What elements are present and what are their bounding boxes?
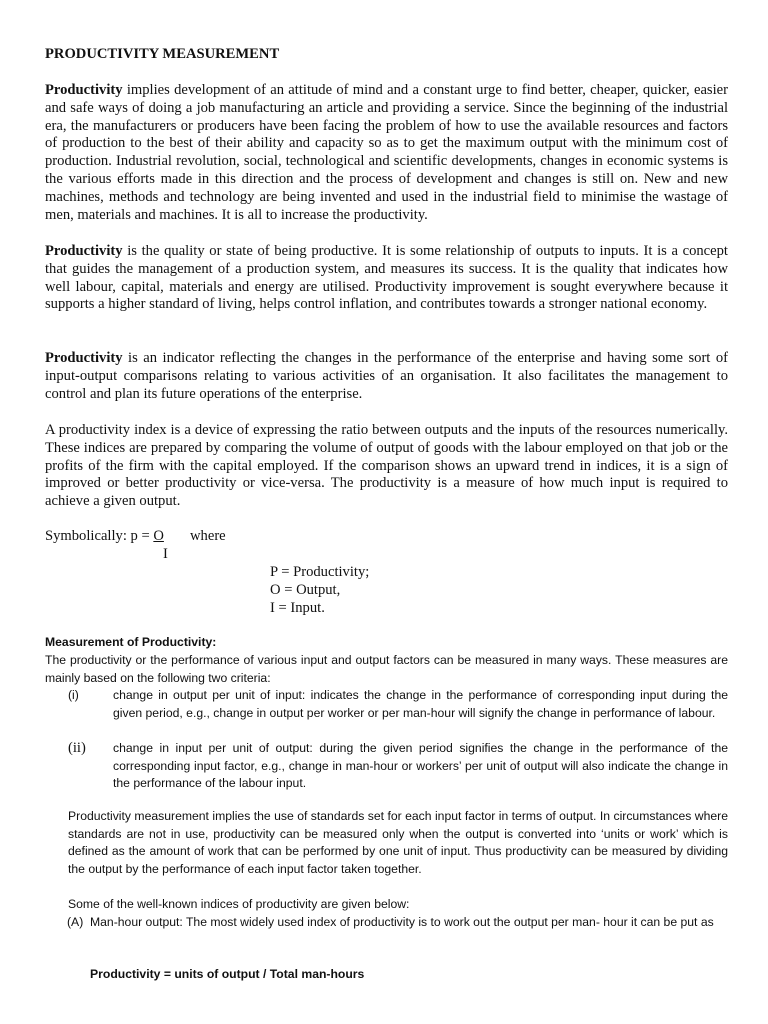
index-item-a-text: Man-hour output: The most widely used index of productivity is to work out the output per man- hour it can be put as xyxy=(90,915,714,929)
criterion-1-number: (i) xyxy=(68,688,79,702)
symbolic-denominator: I xyxy=(163,546,168,562)
paragraph-3-lead: Productivity xyxy=(45,350,123,366)
paragraph-3 xyxy=(45,350,728,403)
criterion-2-number: (ii) xyxy=(68,740,86,756)
paragraph-3-text: is an indicator reflecting the changes in the performance of the enterprise and having some sort of input-output comparisons relating to various activities of an organisation. It also facilitates the management to control and plan its future operations of the enterprise. xyxy=(45,350,728,402)
definition-i: I = Input. xyxy=(270,599,325,616)
paragraph-4: A productivity index is a device of expressing the ratio between outputs and the inputs of the resources numerically. These indices are prepared by comparing the volume of output of goods with the labour employed on that job or the profits of the firm with the capital employed. If the comparison shows an upward trend in indices, it is a sign of improved or better productivity or vice-versa. The productivity is a measure of how much input is required to achieve a given output. xyxy=(45,422,728,510)
symbolic-numerator: O xyxy=(153,528,164,544)
criterion-1-text: change in output per unit of input: indicates the change in the performance of corresponding input during the given period, e.g., change in output per worker or per man-hour will signify the change in performance of labour. xyxy=(113,688,728,720)
criterion-2-text: change in input per unit of output: during the given period signifies the change in the performance of the corresponding input factor, e.g., change in man-hour or workers’ per unit of output will also indicate the change in the performance of the labour input. xyxy=(113,741,728,791)
definition-p: P = Productivity; xyxy=(270,564,370,580)
symbolic-formula xyxy=(45,528,226,562)
standards-paragraph: Productivity measurement implies the use of standards set for each input factor in terms of output. In circumstances where standards are not in use, productivity can be measured only when the output is converted into ‘units or work’ which is defined as the amount of work that can be performed by one unit of input. Thus productivity can be measured by dividing the output by the performance of each input factor taken together. xyxy=(68,809,728,876)
paragraph-2-lead: Productivity xyxy=(45,243,123,259)
symbol-definitions xyxy=(270,564,369,617)
paragraph-1-text: implies development of an attitude of mind and a constant urge to find better, cheaper, quicker, easier and safe ways of doing a job manufacturing an article and providing a service. Since the beginning of the industrial era, the manufacturers or producers have been facing the problem of how to use the available resources and factors of production to the best of their ability and capacity so as to get the maximum output with the minimum cost of production. Industrial revolution, social, technological and scientific developments, changes in economic systems is the various efforts made in this direction and the process of development and changes is still on. New and new machines, methods and technology are being invented and used in the industrial field to minimise the wastage of men, materials and machines. It is all to increase the productivity. xyxy=(45,82,728,223)
indices-intro: Some of the well-known indices of productivity are given below: xyxy=(68,897,410,911)
productivity-formula: Productivity = units of output / Total man-hours xyxy=(90,967,365,981)
definition-o: O = Output, xyxy=(270,581,341,598)
paragraph-1 xyxy=(45,82,728,224)
measurement-intro: The productivity or the performance of various input and output factors can be measured in many ways. These measures are mainly based on the following two criteria: xyxy=(45,653,728,685)
measurement-heading: Measurement of Productivity: xyxy=(45,635,217,649)
symbolic-where: where xyxy=(190,528,226,544)
index-item-a-label: (A) xyxy=(67,915,84,929)
paragraph-2 xyxy=(45,243,728,314)
symbolic-prefix: Symbolically: p = xyxy=(45,528,154,544)
paragraph-1-lead: Productivity xyxy=(45,82,123,98)
paragraph-2-text: is the quality or state of being productive. It is some relationship of outputs to inputs. It is a concept that guides the management of a production system, and measures its success. It is the quality that indicates how well labour, capital, materials and energy are utilised. Productivity improvement is sought everywhere because it supports a higher standard of living, helps control inflation, and contributes towards a stronger national economy. xyxy=(45,243,728,313)
page-title: PRODUCTIVITY MEASUREMENT xyxy=(45,46,280,62)
